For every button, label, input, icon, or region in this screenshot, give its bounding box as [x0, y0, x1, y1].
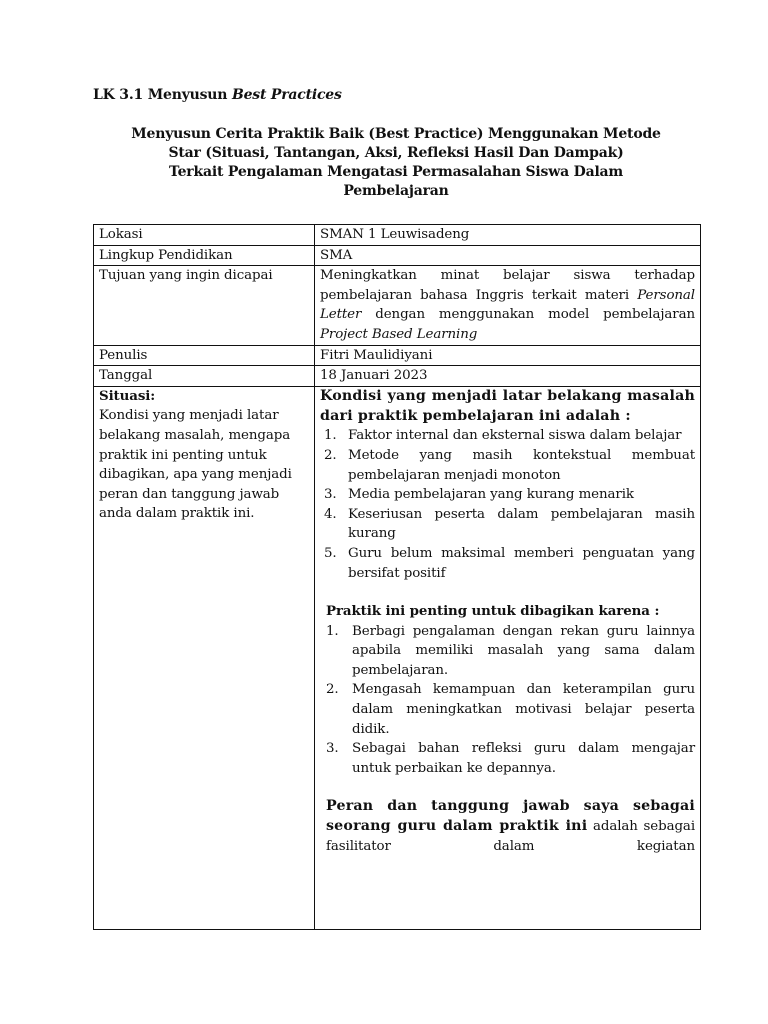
list-item: 2. Metode yang masih kontekstual membuat pembelajaran menjadi monoton	[324, 447, 695, 483]
label-penulis: Penulis	[94, 345, 315, 366]
row-tujuan	[94, 266, 701, 345]
list-item: 2. Mengasah kemampuan dan keterampilan guru dalam meningkatkan motivasi belajar peserta didik.	[326, 682, 695, 737]
row-penulis	[94, 345, 701, 366]
penting-list	[320, 622, 695, 779]
row-situasi	[94, 386, 701, 929]
title-line: Terkait Pengalaman Mengatasi Permasalahan Siswa Dalam	[168, 164, 624, 180]
document-title	[93, 125, 699, 201]
row-lokasi	[94, 225, 701, 246]
row-lingkup	[94, 245, 701, 266]
penting-heading: Praktik ini penting untuk dibagikan karena :	[326, 603, 660, 620]
list-item: 5. Guru belum maksimal memberi penguatan yang bersifat positif	[324, 545, 695, 581]
list-item: 1. Berbagi pengalaman dengan rekan guru lainnya apabila memiliki masalah yang sama dalam pembelajaran.	[326, 623, 695, 678]
value-penulis: Fitri Maulidiyani	[315, 345, 701, 366]
label-lokasi: Lokasi	[94, 225, 315, 246]
situasi-label: Situasi:	[99, 387, 156, 404]
spacer	[320, 778, 695, 797]
list-item: 1. Faktor internal dan eksternal siswa dalam belajar	[324, 428, 682, 444]
list-item: 3. Sebagai bahan refleksi guru dalam mengajar untuk perbaikan ke depannya.	[326, 741, 695, 776]
value-tujuan: Meningkatkan minat belajar siswa terhadap pembelajaran bahasa Inggris terkait materi Personal Letter dengan menggunakan model pembelajaran Project Based Learning	[315, 266, 701, 345]
title-line: Menyusun Cerita Praktik Baik (Best Practice) Menggunakan Metode	[131, 126, 661, 142]
worksheet-heading-italic: Best Practices	[231, 87, 342, 103]
kondisi-heading: Kondisi yang menjadi latar belakang masalah dari praktik pembelajaran ini adalah :	[320, 387, 695, 424]
label-lingkup: Lingkup Pendidikan	[94, 245, 315, 266]
peran-paragraph: Peran dan tanggung jawab saya sebagai seorang guru dalam praktik ini adalah sebagai fasilitator dalam kegiatan	[326, 798, 695, 855]
worksheet-heading	[93, 87, 342, 103]
value-tanggal: 18 Januari 2023	[315, 366, 701, 387]
spacer	[320, 583, 695, 602]
label-tanggal: Tanggal	[94, 366, 315, 387]
title-line: Star (Situasi, Tantangan, Aksi, Refleksi Hasil Dan Dampak)	[168, 145, 624, 161]
row-tanggal	[94, 366, 701, 387]
kondisi-list	[320, 426, 695, 583]
worksheet-heading-text: LK 3.1 Menyusun	[93, 87, 232, 103]
label-tujuan: Tujuan yang ingin dicapai	[94, 266, 315, 345]
value-lingkup: SMA	[315, 245, 701, 266]
list-item: 4. Keseriusan peserta dalam pembelajaran masih kurang	[324, 506, 695, 542]
value-lokasi: SMAN 1 Leuwisadeng	[315, 225, 701, 246]
situasi-content-cell	[315, 386, 701, 929]
situasi-description: Kondisi yang menjadi latar belakang masalah, mengapa praktik ini penting untuk dibagikan, apa yang menjadi peran dan tanggung jawab anda dalam praktik ini.	[99, 408, 292, 522]
situasi-label-cell	[94, 386, 315, 929]
title-line: Pembelajaran	[343, 183, 449, 199]
list-item: 3. Media pembelajaran yang kurang menarik	[324, 487, 634, 503]
best-practice-table	[93, 224, 701, 930]
